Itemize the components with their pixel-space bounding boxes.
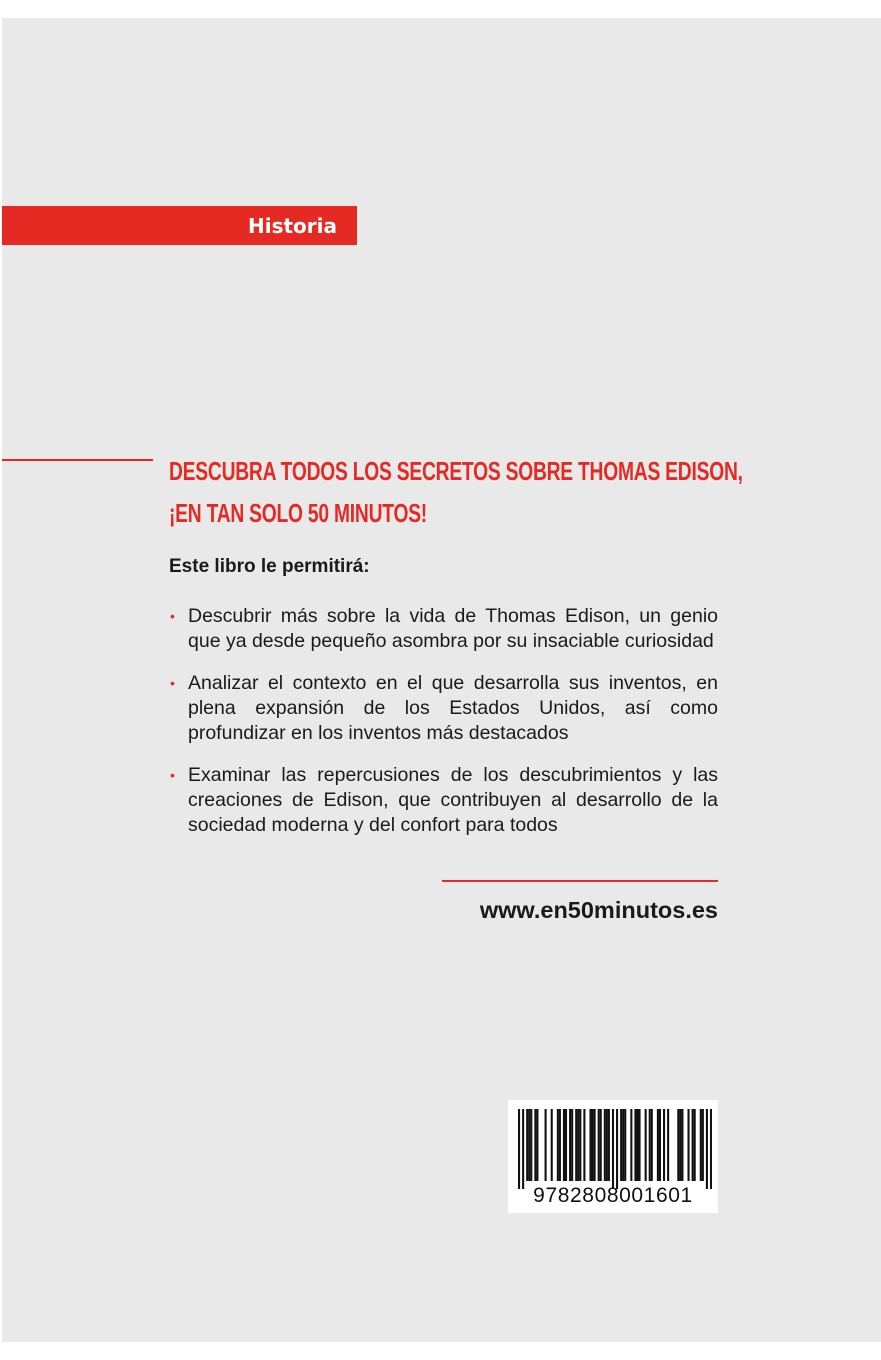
barcode-bar: [645, 1109, 647, 1181]
barcode-bar: [598, 1109, 600, 1181]
barcode-bar: [657, 1109, 659, 1181]
barcode-number: 9782808001601: [533, 1184, 693, 1207]
website-link[interactable]: www.en50minutos.es: [479, 897, 718, 923]
barcode-bar: [702, 1109, 704, 1181]
list-item: [168, 763, 718, 838]
barcode-bar: [687, 1109, 689, 1181]
barcode-bar: [616, 1109, 618, 1189]
barcode-bar: [589, 1109, 591, 1181]
barcode-bar: [608, 1109, 610, 1181]
barcode-bar: [651, 1109, 653, 1181]
intro-text: Este libro le permitirá:: [169, 556, 370, 577]
barcode-bar: [638, 1109, 640, 1181]
barcode-bar: [577, 1109, 579, 1181]
barcode-bar: [620, 1109, 622, 1181]
list-item-text: Analizar el contexto en el que desarrolla sus inventos, en plena expansión de los Estados Unidos, así como profundizar en los inventos más destacados: [188, 672, 718, 744]
headline-line-1: DESCUBRA TODOS LOS SECRETOS SOBRE THOMAS EDISON,: [169, 456, 743, 486]
barcode-bar: [612, 1109, 614, 1189]
barcode-bar: [636, 1109, 638, 1181]
barcode-bar: [583, 1109, 585, 1181]
barcode-bar: [592, 1109, 594, 1181]
barcode-bar: [579, 1109, 581, 1181]
barcode-bar: [557, 1109, 559, 1181]
barcode-bar: [677, 1109, 679, 1181]
barcode-bar: [545, 1109, 547, 1181]
barcode-bar: [530, 1109, 532, 1181]
barcode-bars: [518, 1109, 712, 1189]
bullet-icon: •: [170, 608, 175, 624]
barcode-bar: [606, 1109, 608, 1181]
barcode-bar: [692, 1109, 694, 1181]
barcode-bar: [681, 1109, 683, 1181]
barcode-bar: [569, 1109, 571, 1181]
list-item-text: Descubrir más sobre la vida de Thomas Edison, un genio que ya desde pequeño asombra por su insaciable curiosidad: [188, 605, 718, 652]
bullet-icon: •: [170, 767, 175, 783]
barcode-bar: [630, 1109, 632, 1181]
barcode-bar: [536, 1109, 538, 1181]
barcode-bar: [551, 1109, 553, 1181]
list-item-text: Examinar las repercusiones de los descubrimientos y las creaciones de Edison, que contribuyen al desarrollo de la sociedad moderna y del confort para todos: [188, 764, 718, 836]
barcode: [508, 1100, 718, 1213]
barcode-bar: [667, 1109, 669, 1181]
barcode-bar: [522, 1109, 524, 1189]
bullet-icon: •: [170, 675, 175, 691]
barcode-bar: [528, 1109, 530, 1181]
website-divider: [442, 880, 718, 882]
barcode-bar: [700, 1109, 702, 1181]
barcode-bar: [604, 1109, 606, 1181]
barcode-bar: [571, 1109, 573, 1181]
barcode-bar: [534, 1109, 536, 1181]
barcode-bar: [649, 1109, 651, 1181]
headline-line-2: ¡EN TAN SOLO 50 MINUTOS!: [169, 498, 427, 528]
category-band: [2, 206, 357, 245]
barcode-bar: [518, 1109, 520, 1189]
list-item: [168, 671, 718, 746]
barcode-bar: [622, 1109, 624, 1181]
barcode-bar: [575, 1109, 577, 1181]
barcode-bar: [600, 1109, 602, 1181]
barcode-bar: [659, 1109, 661, 1181]
barcode-bar: [565, 1109, 567, 1181]
barcode-bar: [563, 1109, 565, 1181]
barcode-bar: [624, 1109, 626, 1181]
barcode-bar: [694, 1109, 696, 1181]
barcode-bar: [679, 1109, 681, 1181]
list-item: [168, 604, 718, 654]
barcode-bar: [706, 1109, 708, 1189]
barcode-bar: [634, 1109, 636, 1181]
barcode-bar: [663, 1109, 665, 1181]
barcode-bar: [559, 1109, 561, 1181]
barcode-bar: [526, 1109, 528, 1181]
headline: [169, 450, 743, 534]
benefits-list: [168, 604, 718, 855]
category-label: Historia: [247, 214, 337, 238]
headline-divider: [2, 459, 153, 461]
barcode-bar: [594, 1109, 596, 1181]
barcode-bar: [710, 1109, 712, 1189]
